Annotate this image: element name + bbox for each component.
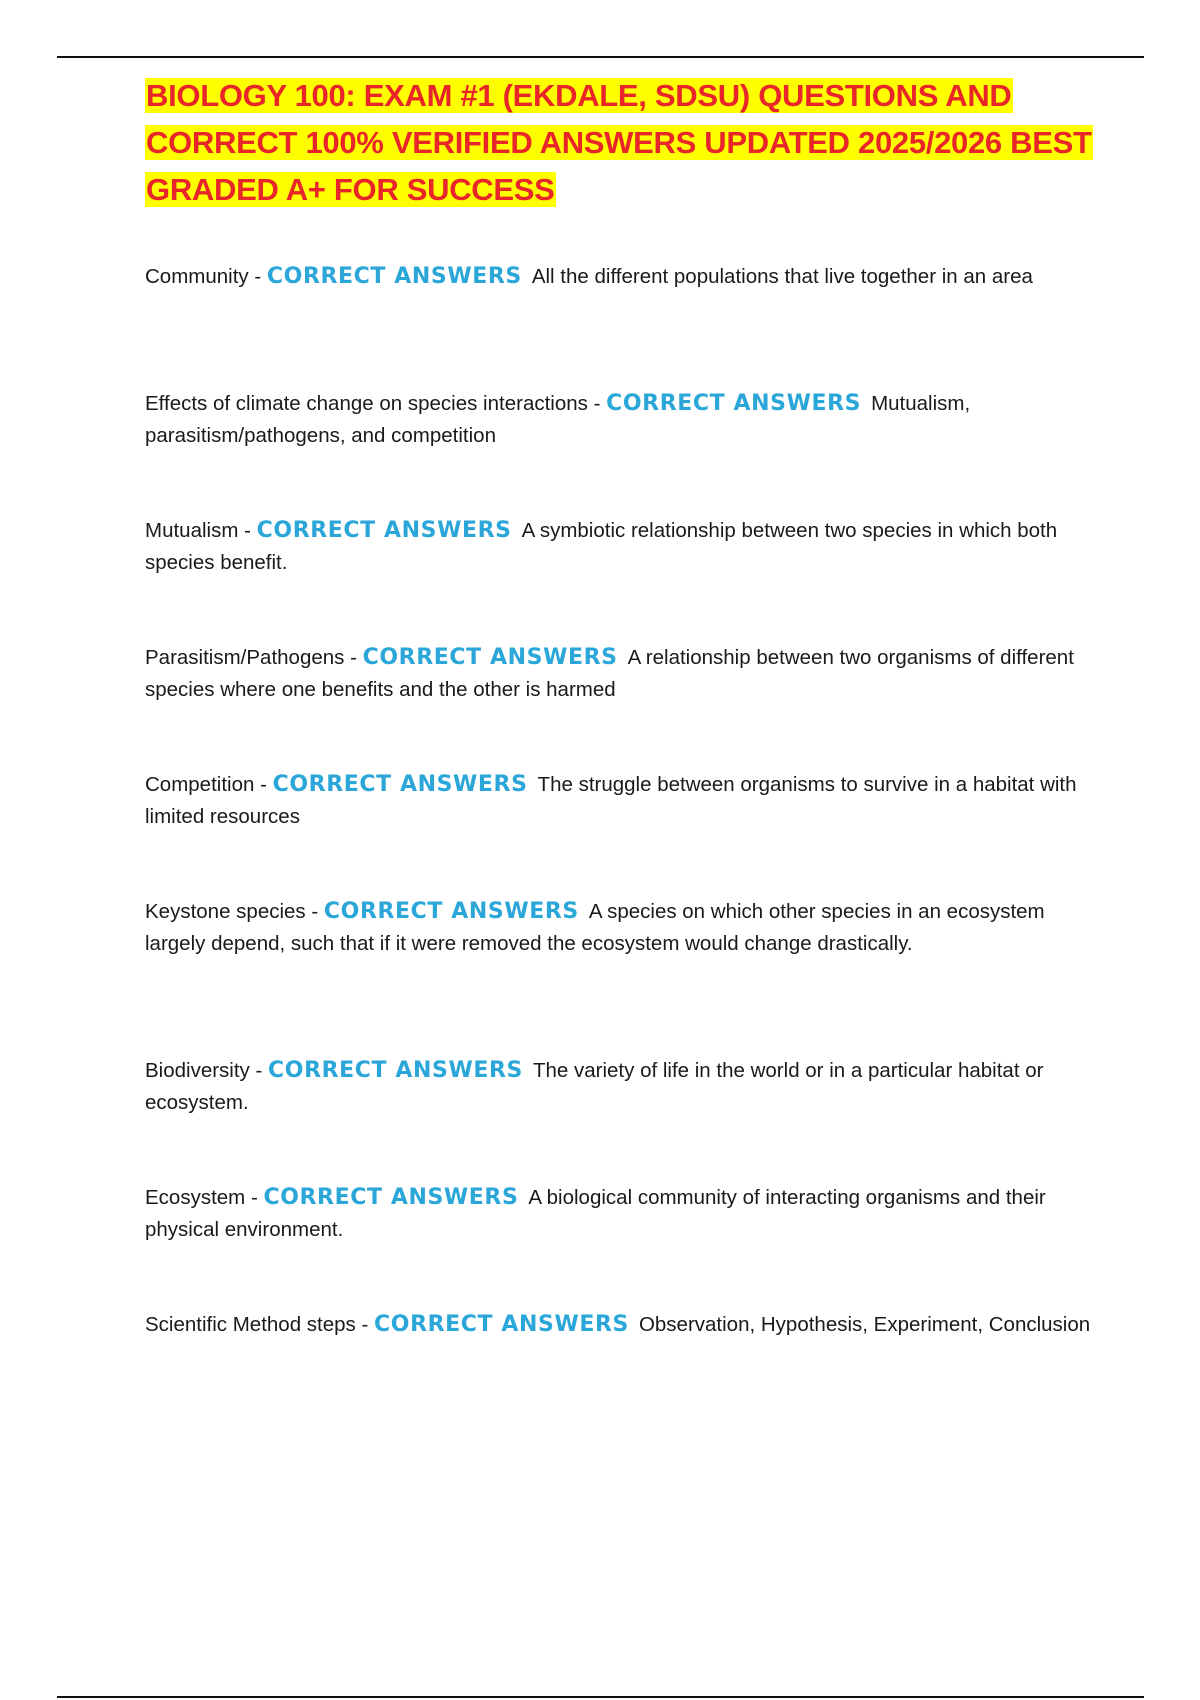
correct-answers-tag: CORRECT ANSWERS [374, 1312, 629, 1337]
entry-definition: A relationship between two organisms of different species where one benefits and the other is harmed [145, 646, 1074, 701]
qa-entry-keystone-species [145, 896, 1095, 1024]
correct-answers-tag: CORRECT ANSWERS [362, 645, 618, 670]
entry-definition: Observation, Hypothesis, Experiment, Conclusion [638, 1313, 1091, 1336]
entry-separator: - [248, 265, 267, 288]
entry-definition: A biological community of interacting organisms and their physical environment. [145, 1186, 1046, 1241]
entry-separator: - [238, 519, 257, 542]
qa-list [145, 261, 1095, 1405]
entry-term: Competition [145, 773, 255, 796]
entry-definition: All the different populations that live together in an area [531, 265, 1033, 288]
entry-term: Effects of climate change on species interactions [145, 392, 588, 415]
correct-answers-tag: CORRECT ANSWERS [323, 899, 579, 924]
qa-entry-scientific-method [145, 1309, 1095, 1405]
correct-answers-tag: CORRECT ANSWERS [263, 1185, 519, 1210]
entry-definition: Mutualism, parasitism/pathogens, and competition [145, 392, 971, 447]
entry-term: Scientific Method steps [145, 1313, 356, 1336]
entry-separator: - [305, 900, 324, 923]
title-line-2: CORRECT 100% VERIFIED ANSWERS UPDATED 2025/2026 BEST [146, 125, 1092, 160]
entry-separator: - [344, 646, 363, 669]
qa-entry-ecosystem [145, 1182, 1095, 1278]
top-rule [57, 56, 1144, 58]
qa-entry-climate-change [145, 388, 1095, 484]
entry-term: Community [145, 265, 249, 288]
entry-separator: - [249, 1059, 269, 1082]
correct-answers-tag: CORRECT ANSWERS [272, 772, 528, 797]
entry-term: Ecosystem [145, 1186, 246, 1209]
bottom-rule [57, 1696, 1144, 1698]
qa-entry-mutualism [145, 515, 1095, 611]
entry-term: Mutualism [145, 519, 239, 542]
qa-entry-community [145, 261, 1095, 357]
entry-definition: The struggle between organisms to survive in a habitat with limited resources [145, 773, 1077, 828]
entry-definition: A species on which other species in an ecosystem largely depend, such that if it were removed the ecosystem would change drastically. [145, 900, 1045, 955]
entry-definition: A symbiotic relationship between two species in which both species benefit. [145, 519, 1058, 574]
correct-answers-tag: CORRECT ANSWERS [268, 1058, 523, 1083]
correct-answers-tag: CORRECT ANSWERS [256, 518, 512, 543]
entry-term: Keystone species [145, 900, 306, 923]
document-body [145, 72, 1095, 1436]
entry-term: Biodiversity [145, 1059, 250, 1082]
entry-separator: - [245, 1186, 264, 1209]
title-line-1: BIOLOGY 100: EXAM #1 (EKDALE, SDSU) QUESTIONS AND [146, 78, 1012, 113]
qa-entry-biodiversity [145, 1055, 1095, 1151]
qa-entry-competition [145, 769, 1095, 865]
entry-separator: - [355, 1313, 375, 1336]
title-line-3: GRADED A+ FOR SUCCESS [146, 172, 555, 207]
entry-separator: - [587, 392, 607, 415]
entry-definition: The variety of life in the world or in a particular habitat or ecosystem. [145, 1059, 1044, 1114]
correct-answers-tag: CORRECT ANSWERS [266, 264, 522, 289]
document-title [145, 72, 1095, 213]
entry-separator: - [254, 773, 273, 796]
qa-entry-parasitism [145, 642, 1095, 738]
correct-answers-tag: CORRECT ANSWERS [606, 391, 862, 416]
title-highlight [145, 78, 1093, 207]
entry-term: Parasitism/Pathogens [145, 646, 345, 669]
